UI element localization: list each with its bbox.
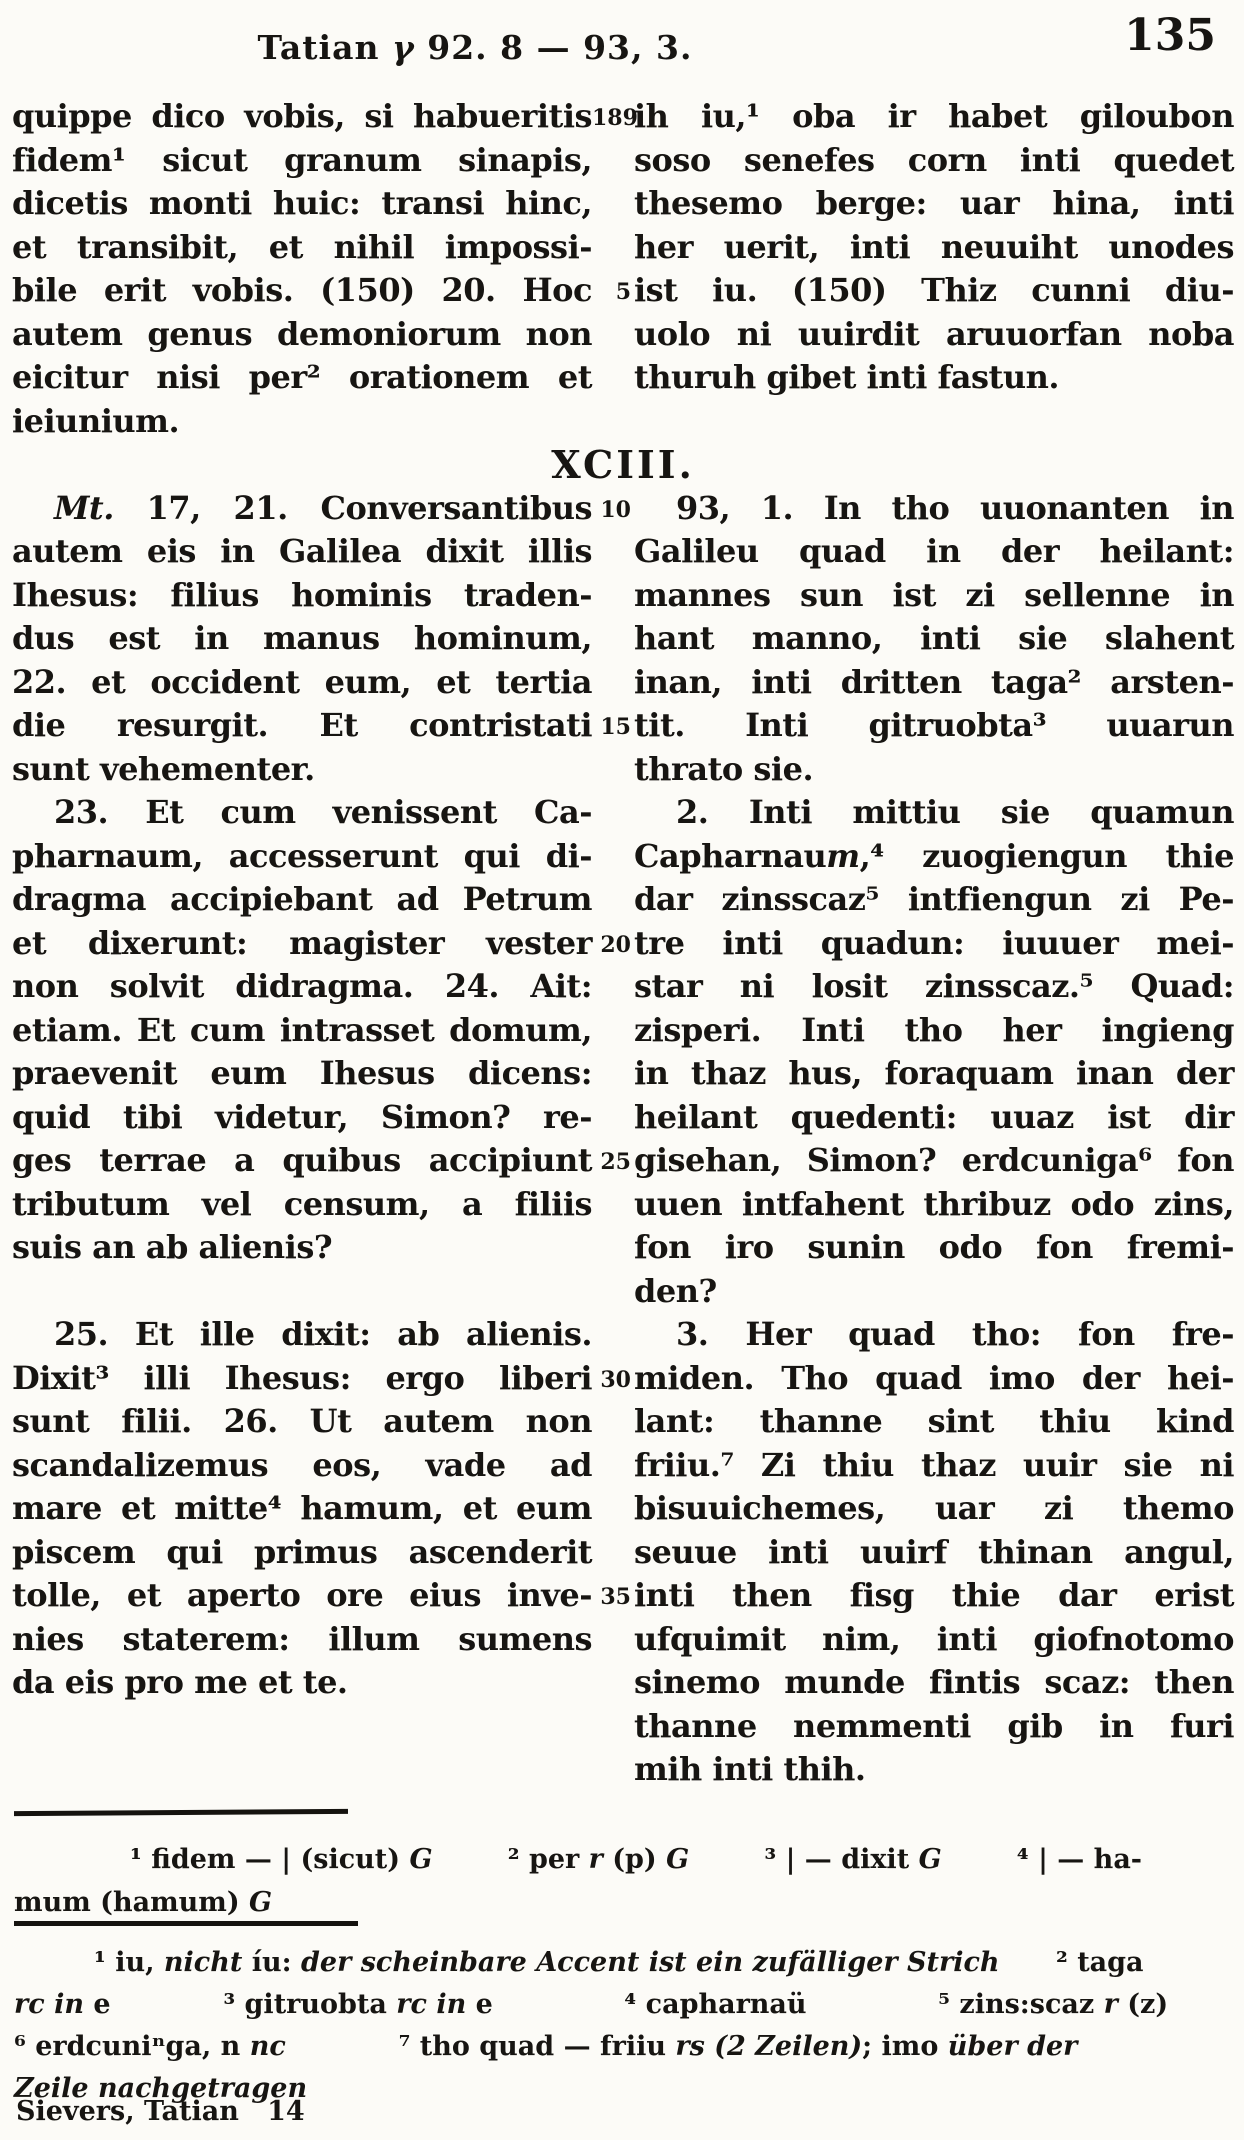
text-row <box>12 1618 1234 1662</box>
latin-line: 23. Et cum venissent Ca- <box>54 793 592 831</box>
text-row <box>12 269 1234 313</box>
gutter-line-number <box>592 1618 634 1662</box>
german-line: ist iu. (150) Thiz cunni diu- <box>634 271 1234 309</box>
text-row <box>12 1313 1234 1357</box>
text-row <box>12 574 1234 618</box>
german-line: zisperi. Inti tho her ingieng <box>634 1010 1234 1049</box>
german-line: lant: thanne sint thiu kind <box>634 1402 1234 1440</box>
german-line: in thaz hus, foraquam inan der <box>634 1054 1234 1092</box>
latin-line: ieiunium. <box>12 401 180 440</box>
latin-line: scandalizemus eos, vade ad <box>12 1445 592 1484</box>
german-line: tit. Inti gitruobta³ uuarun <box>634 706 1234 744</box>
german-line: 2. Inti mittiu sie quamun <box>676 793 1234 831</box>
gutter-line-number <box>592 748 634 792</box>
german-line: dar zinsscaz⁵ intfiengun zi Pe- <box>634 880 1234 918</box>
text-row <box>12 95 1234 139</box>
german-line: inan, inti dritten taga² arsten- <box>634 662 1234 701</box>
gutter-line-number <box>592 1748 634 1792</box>
gutter-line-number <box>592 965 634 1009</box>
text-row <box>12 1009 1234 1053</box>
text-row <box>12 1444 1234 1488</box>
text-row <box>12 1183 1234 1227</box>
gutter-line-number <box>592 1313 634 1357</box>
latin-line: autem genus demoniorum non <box>12 314 592 353</box>
text-row <box>12 1052 1234 1096</box>
german-line: star ni losit zinsscaz.⁵ Quad: <box>634 967 1234 1005</box>
gutter-line-number <box>592 835 634 879</box>
gutter-line-number <box>592 878 634 922</box>
latin-line: suis an ab alienis? <box>12 1228 333 1266</box>
german-line: thanne nemmenti gib in furi <box>634 1706 1234 1745</box>
latin-line: tributum vel censum, a filiis <box>12 1184 592 1223</box>
german-line: fon iro sunin odo fon fremi- <box>634 1228 1234 1266</box>
latin-line: non solvit didragma. 24. Ait: <box>12 967 592 1005</box>
latin-line: etiam. Et cum intrasset domum, <box>12 1010 592 1049</box>
latin-line: tolle, et aperto ore eius inve- <box>12 1576 592 1614</box>
german-line: thesemo berge: uar hina, inti <box>634 184 1234 222</box>
page-number: 135 <box>1124 10 1216 61</box>
latin-line: quid tibi videtur, Simon? re- <box>12 1097 592 1136</box>
latin-line: Ihesus: filius hominis traden- <box>12 575 592 614</box>
text-row <box>12 400 1234 444</box>
german-line: mih inti thih. <box>634 1750 866 1788</box>
gutter-line-number <box>592 226 634 270</box>
text-row <box>12 1531 1234 1575</box>
german-line: Galileu quad in der heilant: <box>634 532 1234 570</box>
text-row <box>12 704 1234 748</box>
gutter-line-number: 30 <box>600 1366 631 1393</box>
german-line: seuue inti uuirf thinan angul, <box>634 1532 1234 1571</box>
gutter-line-number <box>592 400 634 444</box>
german-line: gisehan, Simon? erdcuniga⁶ fon <box>634 1141 1234 1179</box>
latin-line: praevenit eum Ihesus dicens: <box>12 1054 592 1092</box>
latin-line: 25. Et ille dixit: ab alienis. <box>54 1315 592 1353</box>
text-row <box>12 661 1234 705</box>
text-row <box>12 965 1234 1009</box>
german-line: thrato sie. <box>634 749 814 788</box>
text-row <box>12 1226 1234 1270</box>
text-row <box>12 1139 1234 1183</box>
latin-line: ges terrae a quibus accipiunt <box>12 1141 592 1179</box>
footnote-separator-2 <box>14 1921 358 1926</box>
footnote-line: Zeile nachgetragen <box>14 2073 308 2104</box>
text-row <box>12 835 1234 879</box>
footnote-line: ⁶ erdcuniⁿga, n nc ⁷ tho quad — friiu rs (2 Zeilen); imo über der <box>14 2031 1078 2062</box>
latin-line: et dixerunt: magister vester <box>12 923 592 962</box>
gutter-line-number <box>592 661 634 705</box>
text-row <box>12 922 1234 966</box>
text-row <box>12 1357 1234 1401</box>
text-row <box>12 1270 1234 1314</box>
german-line <box>634 400 1234 444</box>
text-row <box>12 748 1234 792</box>
gutter-line-number: 5 <box>615 279 631 305</box>
latin-line: dus est in manus hominum, <box>12 619 592 657</box>
footnote-line: ¹ iu, nicht íu: der scheinbare Accent ist ein zufälliger Strich ² taga <box>94 1947 1144 1978</box>
printer-signature: Sievers, Tatian 14 <box>16 2096 305 2127</box>
latin-line: autem eis in Galilea dixit illis <box>12 532 592 570</box>
latin-line <box>12 1705 592 1749</box>
latin-line: pharnaum, accesserunt qui di- <box>12 836 592 875</box>
german-line: tre inti quadun: iuuuer mei- <box>634 923 1234 962</box>
gutter-line-number <box>592 1270 634 1314</box>
text-row <box>12 139 1234 183</box>
gutter-line-number <box>592 1226 634 1270</box>
gutter-line-number <box>592 1400 634 1444</box>
german-line: miden. Tho quad imo der hei- <box>634 1358 1234 1397</box>
german-line: ih iu,¹ oba ir habet giloubon <box>634 97 1234 135</box>
latin-line: die resurgit. Et contristati <box>12 706 592 744</box>
text-row <box>12 878 1234 922</box>
latin-line: 22. et occident eum, et tertia <box>12 662 592 701</box>
latin-line: bile erit vobis. (150) 20. Hoc <box>12 271 592 309</box>
latin-line <box>12 1270 592 1314</box>
latin-line: nies staterem: illum sumens <box>12 1619 592 1658</box>
text-body <box>12 95 1234 1792</box>
latin-line: piscem qui primus ascenderit <box>12 1532 592 1571</box>
german-line: hant manno, inti sie slahent <box>634 619 1234 657</box>
german-line: inti then fisg thie dar erist <box>634 1576 1234 1614</box>
text-row <box>12 226 1234 270</box>
german-line: ufquimit nim, inti giofnotomo <box>634 1619 1234 1658</box>
gutter-line-number <box>592 1661 634 1705</box>
german-line: 93, 1. In tho uuonanten in <box>676 488 1234 527</box>
text-row <box>12 356 1234 400</box>
section-heading-row <box>12 443 1234 487</box>
gutter-line-number <box>592 617 634 661</box>
german-line: her uerit, inti neuuiht unodes <box>634 227 1234 266</box>
text-row <box>12 1096 1234 1140</box>
text-row <box>12 530 1234 574</box>
german-line: heilant quedenti: uuaz ist dir <box>634 1097 1234 1136</box>
gutter-line-number <box>592 1052 634 1096</box>
german-line: Capharnaum,⁴ zuogiengun thie <box>634 836 1234 875</box>
german-line: sinemo munde fintis scaz: then <box>634 1663 1234 1701</box>
latin-line <box>12 1748 592 1792</box>
running-header-title: Tatian γ 92. 8 — 93, 3. <box>257 28 693 67</box>
german-line: soso senefes corn inti quedet <box>634 140 1234 179</box>
gutter-line-number <box>592 1444 634 1488</box>
latin-line: eicitur nisi per² orationem et <box>12 358 592 396</box>
german-line: den? <box>634 1271 717 1310</box>
german-line: bisuuichemes, uar zi themo <box>634 1489 1234 1527</box>
latin-line: quippe dico vobis, si habueritis <box>12 97 592 135</box>
gutter-line-number: 15 <box>600 714 631 740</box>
footnotes-latin-apparatus <box>14 1838 1232 1924</box>
gutter-line-number <box>592 574 634 618</box>
footnotes-german-apparatus <box>14 1942 1232 2110</box>
gutter-line-number: 35 <box>600 1584 631 1610</box>
german-line: uuen intfahent thribuz odo zins, <box>634 1184 1234 1223</box>
gutter-line-number <box>592 313 634 357</box>
gutter-line-number: 10 <box>600 496 631 523</box>
text-row <box>12 1661 1234 1705</box>
text-row <box>12 182 1234 226</box>
gutter-line-number <box>592 356 634 400</box>
footnote-separator-1 <box>14 1809 348 1816</box>
latin-line: dragma accipiebant ad Petrum <box>12 880 592 918</box>
latin-line: sunt filii. 26. Ut autem non <box>12 1402 592 1440</box>
gutter-line-number <box>592 1531 634 1575</box>
german-line: mannes sun ist zi sellenne in <box>634 575 1234 614</box>
text-row <box>12 1574 1234 1618</box>
gutter-line-number <box>592 182 634 226</box>
gutter-line-number <box>592 530 634 574</box>
gutter-line-number <box>592 1009 634 1053</box>
german-line: thuruh gibet inti fastun. <box>634 358 1059 396</box>
gutter-line-number <box>592 139 634 183</box>
german-line: uolo ni uuirdit aruuorfan noba <box>634 314 1234 353</box>
text-row <box>12 313 1234 357</box>
latin-line: dicetis monti huic: transi hinc, <box>12 184 592 222</box>
footnote-line: mum (hamum) G <box>14 1887 273 1918</box>
gutter-line-number <box>592 1705 634 1749</box>
text-row <box>12 487 1234 531</box>
text-row <box>12 1400 1234 1444</box>
latin-line: mare et mitte⁴ hamum, et eum <box>12 1489 592 1527</box>
text-row <box>12 791 1234 835</box>
gutter-line-number: 20 <box>600 931 631 958</box>
gutter-line-number: 25 <box>600 1149 631 1175</box>
gutter-line-number <box>592 1096 634 1140</box>
latin-line: Dixit³ illi Ihesus: ergo liberi <box>12 1358 592 1397</box>
latin-line: sunt vehementer. <box>12 749 315 788</box>
text-row <box>12 617 1234 661</box>
latin-line: et transibit, et nihil impossi- <box>12 227 592 266</box>
footnote-line: rc in e ³ gitruobta rc in e ⁴ capharnaü ⁵ zins:scaz r (z) <box>14 1989 1169 2020</box>
german-line: friiu.⁷ Zi thiu thaz uuir sie ni <box>634 1445 1234 1484</box>
section-heading: XCIII. <box>551 442 695 487</box>
latin-line: fidem¹ sicut granum sinapis, <box>12 140 592 179</box>
gutter-line-number <box>592 1183 634 1227</box>
latin-line: Mt. 17, 21. Conversantibus <box>54 488 592 527</box>
text-row <box>12 1748 1234 1792</box>
text-row <box>12 1487 1234 1531</box>
gutter-line-number <box>592 791 634 835</box>
footnote-line: ¹ fidem — | (sicut) G ² per r (p) G ³ | — dixit G ⁴ | — ha- <box>130 1844 1143 1875</box>
german-line: 3. Her quad tho: fon fre- <box>676 1315 1234 1353</box>
latin-line: da eis pro me et te. <box>12 1663 348 1701</box>
gutter-line-number <box>592 1487 634 1531</box>
gutter-line-number: 189 <box>592 105 638 131</box>
text-row <box>12 1705 1234 1749</box>
